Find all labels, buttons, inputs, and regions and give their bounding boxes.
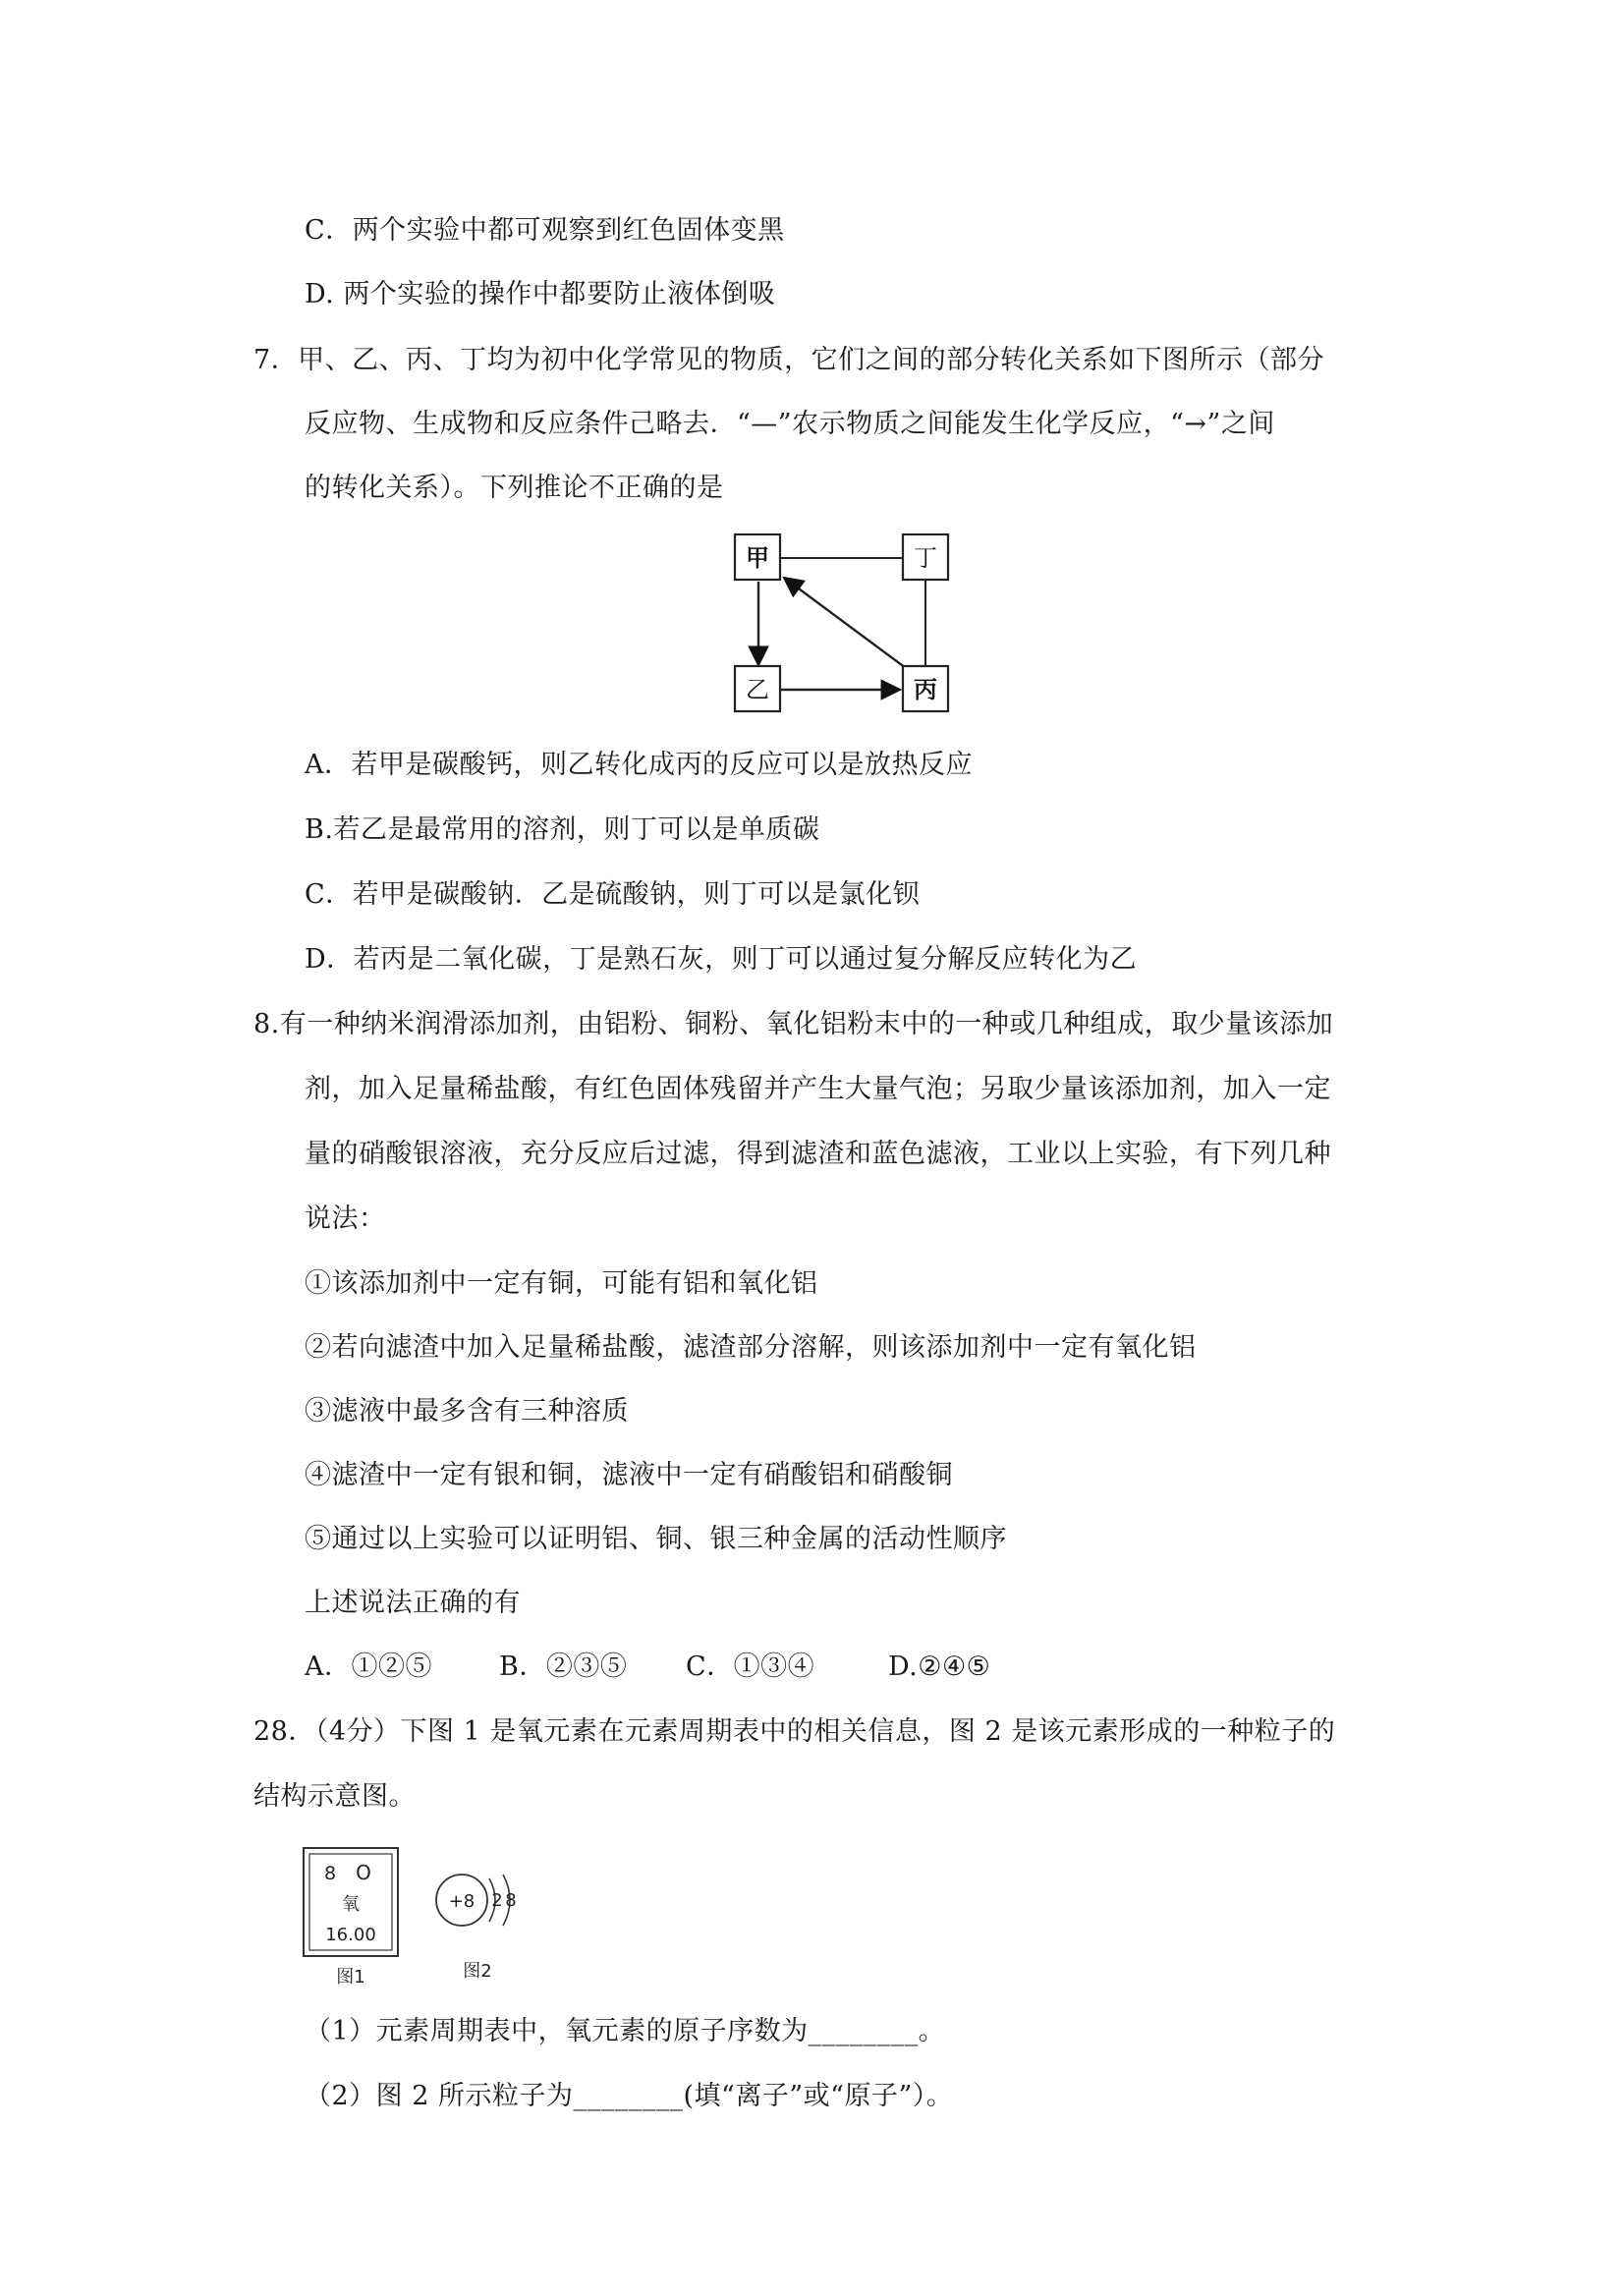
q7-stem-line-2: 反应物、生成物和反应条件己略去．“—”农示物质之间能发生化学反应，“→”之间 [305,409,1275,439]
node-ding [903,534,948,580]
q8-prompt: 上述说法正确的有 [305,1588,521,1618]
node-ding-label: 丁 [914,544,937,572]
node-yi [735,666,780,711]
node-bing [903,666,948,711]
node-jia [735,534,780,580]
q28-subquestion-1: （1）元素周期表中，氧元素的原子序数为________。 [305,2016,946,2046]
q7-conversion-diagram [715,521,979,729]
node-jia-label: 甲 [746,544,769,572]
figure-2-caption: 图2 [463,1961,492,1982]
q7-option-d: D．若丙是二氧化碳，丁是熟石灰，则丁可以通过复分解反应转化为乙 [305,944,1138,975]
q28-stem-line-2: 结构示意图。 [253,1781,416,1812]
q7-option-b: B.若乙是最常用的溶剂，则丁可以是单质碳 [305,814,820,845]
nucleus-charge: +8 [448,1891,476,1912]
q8-options [305,1651,990,1684]
q8-statement-4: ④滤渣中一定有银和铜，滤液中一定有硝酸铝和硝酸铜 [305,1460,953,1490]
q8-option-a: A．①②⑤ [305,1652,432,1682]
arrow-bing-to-jia [784,578,906,668]
q8-stem-line-1: 8.有一种纳米润滑添加剂，由铝粉、铜粉、氧化铝粉末中的一种或几种组成，取少量该添加 [253,1009,1334,1039]
q8-stem-line-3: 量的硝酸银溶液，充分反应后过滤，得到滤渣和蓝色滤液，工业以上实验，有下列几种 [305,1139,1331,1169]
q7-option-a: A．若甲是碳酸钙，则乙转化成丙的反应可以是放热反应 [305,750,973,780]
q8-statement-1: ①该添加剂中一定有铜，可能有铝和氧化铝 [305,1268,818,1299]
q7-option-c: C．若甲是碳酸钠．乙是硫酸钠，则丁可以是氯化钡 [305,879,921,910]
atomic-number: 8 [323,1863,337,1884]
node-yi-label: 乙 [746,676,769,703]
shell-1-electrons: 2 [491,1890,503,1911]
q6-option-c: C．两个实验中都可观察到红色固体变黑 [305,215,785,246]
q6-option-d: D. 两个实验的操作中都要防止液体倒吸 [305,279,776,309]
q8-stem-line-2: 剂，加入足量稀盐酸，有红色固体残留并产生大量气泡；另取少量该添加剂，加入一定 [305,1074,1331,1104]
q7-stem-line-1: 7．甲、乙、丙、丁均为初中化学常见的物质，它们之间的部分转化关系如下图所示（部分 [253,345,1325,375]
q8-stem-line-4: 说法： [305,1204,386,1234]
q7-stem-line-3: 的转化关系）。下列推论不正确的是 [305,473,724,503]
q8-option-d: D.②④⑤ [888,1652,991,1682]
q8-option-b: B．②③⑤ [499,1652,628,1682]
element-name: 氧 [342,1894,360,1915]
q28-figure-2-particle-structure [428,1867,536,1992]
element-symbol: O [356,1861,371,1884]
atomic-mass: 16.00 [325,1925,376,1945]
q8-option-c: C．①③④ [686,1652,815,1682]
node-bing-label: 丙 [914,676,937,703]
q28-figure-1-periodic-cell [301,1845,409,1992]
figure-1-caption: 图1 [336,1967,365,1988]
q28-subquestion-2: （2）图 2 所示粒子为________(填“离子”或“原子”）。 [305,2081,954,2111]
shell-2-electrons: 8 [505,1890,517,1911]
q8-statement-3: ③滤液中最多含有三种溶质 [305,1396,629,1427]
q8-statement-5: ⑤通过以上实验可以证明铝、铜、银三种金属的活动性顺序 [305,1524,1007,1554]
q8-statement-2: ②若向滤渣中加入足量稀盐酸，滤渣部分溶解，则该添加剂中一定有氧化铝 [305,1332,1197,1363]
q28-stem-line-1: 28．（4分）下图 1 是氧元素在元素周期表中的相关信息，图 2 是该元素形成的一种粒子的 [253,1716,1336,1747]
